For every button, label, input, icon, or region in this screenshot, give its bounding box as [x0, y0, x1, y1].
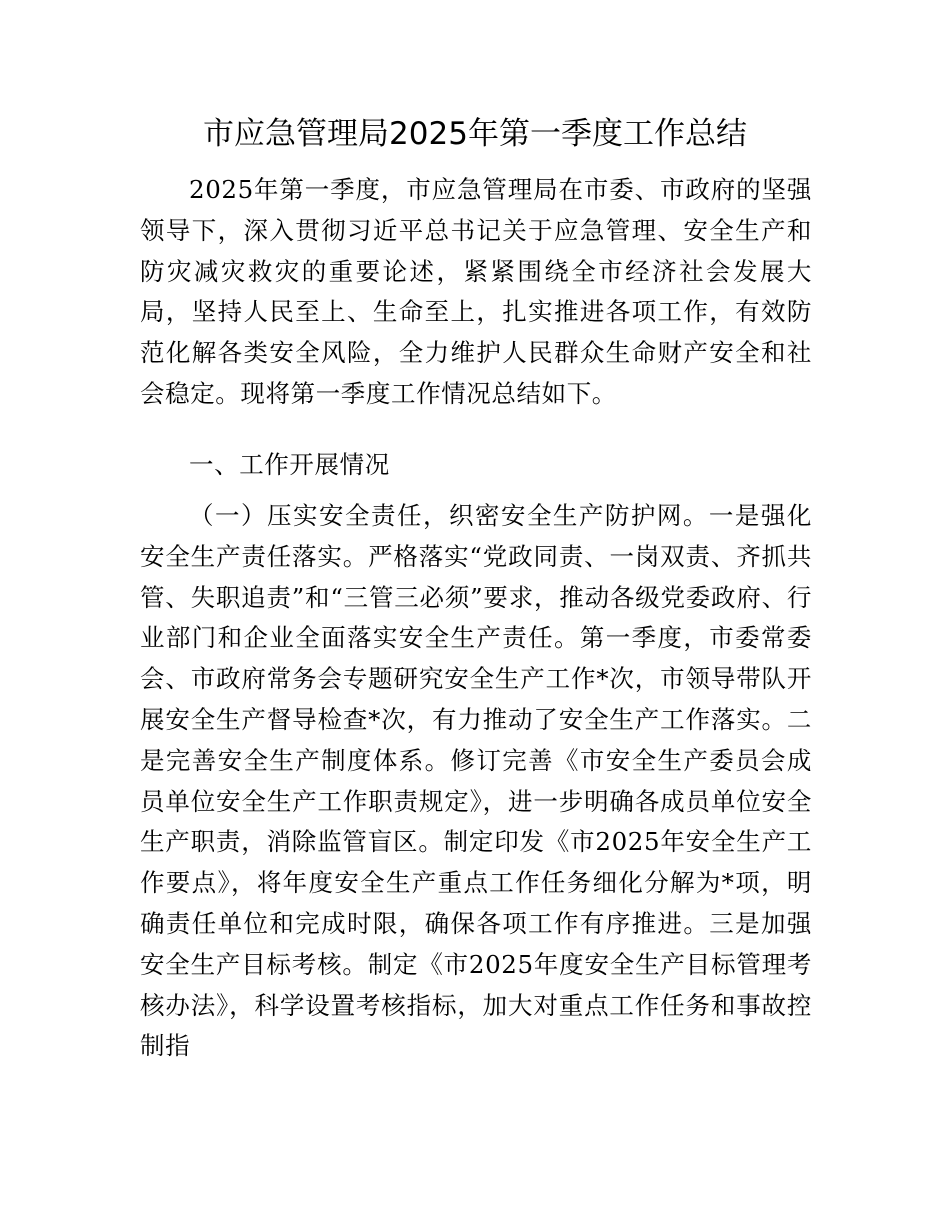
section-paragraph: （一）压实安全责任，织密安全生产防护网。一是强化安全生产责任落实。严格落实“党政同责、一岗双责、齐抓共管、失职追责”和“三管三必须”要求，推动各级党委政府、行业部门和企业全面落实安全生产责任。第一季度，市委常委会、市政府常务会专题研究安全生产工作*次，市领导带队开展安全生产督导检查*次，有力推动了安全生产工作落实。二是完善安全生产制度体系。修订完善《市安全生产委员会成员单位安全生产工作职责规定》，进一步明确各成员单位安全生产职责，消除监管盲区。制定印发《市2025年安全生产工作要点》，将年度安全生产重点工作任务细化分解为*项，明确责任单位和完成时限，确保各项工作有序推进。三是加强安全生产目标考核。制定《市2025年度安全生产目标管理考核办法》，科学设置考核指标，加大对重点工作任务和事故控制指: [140, 501, 812, 1061]
document-title: 市应急管理局2025年第一季度工作总结: [203, 116, 747, 152]
section-heading: 一、工作开展情况: [189, 450, 390, 479]
intro-paragraph: 2025年第一季度，市应急管理局在市委、市政府的坚强领导下，深入贯彻习近平总书记关于应急管理、安全生产和防灾减灾救灾的重要论述，紧紧围绕全市经济社会发展大局，坚持人民至上、生命至上，扎实推进各项工作，有效防范化解各类安全风险，全力维护人民群众生命财产安全和社会稳定。现将第一季度工作情况总结如下。: [140, 175, 812, 408]
